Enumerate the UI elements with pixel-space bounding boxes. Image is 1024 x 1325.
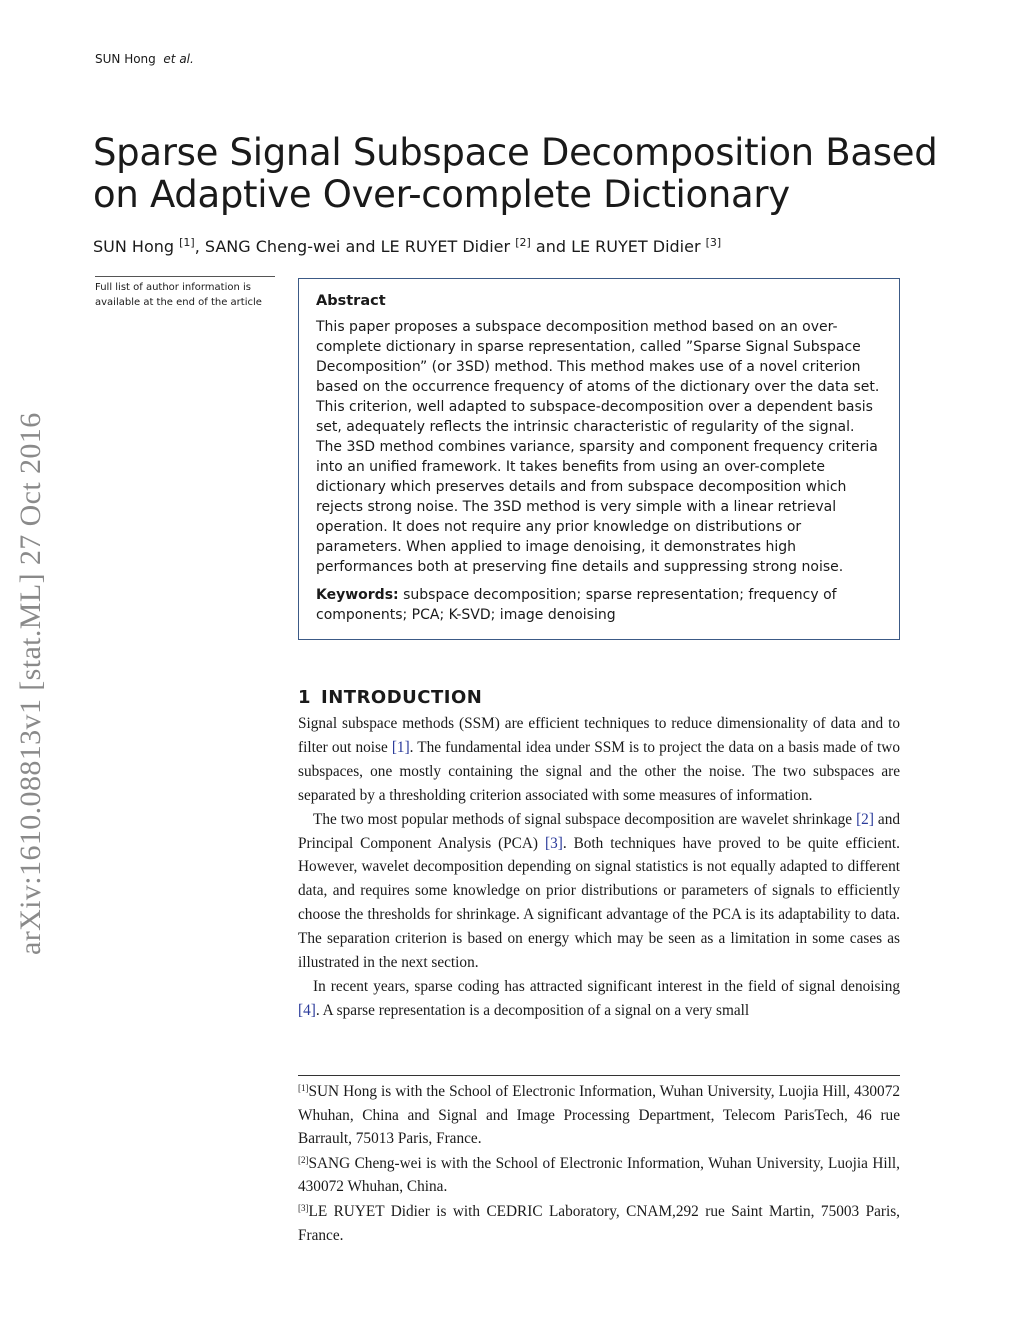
citation-link[interactable]: [4] xyxy=(298,1001,316,1019)
footnotes xyxy=(298,1077,900,1245)
author-3-mark: [3] xyxy=(705,236,722,249)
footnote-2 xyxy=(298,1149,900,1199)
author-3: and LE RUYET Didier xyxy=(530,237,701,256)
footnote-divider xyxy=(298,1075,900,1076)
abstract-box xyxy=(298,278,900,640)
author-2-mark: [2] xyxy=(515,236,531,249)
paragraph-2 xyxy=(298,808,900,975)
keywords-list: subspace decomposition; sparse representation; frequency of components; PCA; K-SVD; image denoising xyxy=(316,587,837,623)
citation-link[interactable]: [2] xyxy=(856,810,874,828)
section-title: INTRODUCTION xyxy=(321,687,483,708)
footnote-1 xyxy=(298,1077,900,1151)
author-line xyxy=(93,236,973,256)
running-head xyxy=(95,52,194,66)
section-number: 1 xyxy=(298,687,312,708)
running-head-authors: SUN Hong xyxy=(95,52,156,66)
paragraph-text: . A sparse representation is a decomposition of a signal on a very small xyxy=(315,1001,750,1019)
citation-link[interactable]: [3] xyxy=(544,834,563,852)
paragraph-text: In recent years, sparse coding has attracted significant interest in the field of signal denoising xyxy=(313,977,900,995)
paper-title: Sparse Signal Subspace Decomposition Based on Adaptive Over-complete Dictionary xyxy=(93,131,938,216)
author-1-mark: [1] xyxy=(179,236,195,249)
footnote-text: LE RUYET Didier is with CEDRIC Laboratory, CNAM,292 rue Saint Martin, 75003 Paris, France. xyxy=(298,1202,900,1244)
footnote-mark: [1] xyxy=(298,1083,309,1093)
paragraph-text: The two most popular methods of signal subspace decomposition are wavelet shrinkage xyxy=(313,810,857,828)
author-info-note: Full list of author information is available at the end of the article xyxy=(95,276,275,310)
arxiv-identifier[interactable]: arXiv:1610.08813v1 [stat.ML] 27 Oct 2016 xyxy=(14,412,47,955)
footnote-3 xyxy=(298,1197,900,1247)
paragraph-text: . The fundamental idea under SSM is to project the data on a basis made of two subspaces, one mostly containing the signal and the other the noise. The two subspaces are separated by a thresholding criterion associated with some measures of information. xyxy=(298,738,900,804)
keywords xyxy=(316,585,882,625)
footnote-text: SANG Cheng-wei is with the School of Electronic Information, Wuhan University, Luojia Hill, 430072 Whuhan, China. xyxy=(298,1154,900,1196)
keywords-label: Keywords: xyxy=(316,587,399,603)
section-heading-introduction xyxy=(298,687,482,708)
paragraph-text: . Both techniques have proved to be quite efficient. However, wavelet decomposition depending on signal statistics is not equally adapted to different data, and requires some knowledge on prior distributions or parameters of signals to efficiently choose the thresholds for shrinkage. A significant advantage of the PCA is its adaptability to data. The separation criterion is based on energy which may be seen as a limitation in some cases as illustrated in the next section. xyxy=(298,834,900,972)
paragraph-3 xyxy=(298,975,900,1023)
paragraph-text: and Principal Component Analysis (PCA) xyxy=(298,810,900,852)
body-text xyxy=(298,712,900,1023)
footnote-mark: [2] xyxy=(298,1154,309,1165)
abstract-heading: Abstract xyxy=(316,293,386,309)
author-1: SUN Hong xyxy=(93,237,175,256)
author-2: , SANG Cheng-wei and LE RUYET Didier xyxy=(194,237,511,256)
footnote-mark: [3] xyxy=(298,1202,309,1213)
citation-link[interactable]: [1] xyxy=(391,738,410,756)
paragraph-text: Signal subspace methods (SSM) are efficient techniques to reduce dimensionality of data and to filter out noise xyxy=(298,715,900,756)
paragraph-1 xyxy=(298,712,900,808)
running-head-etal: et al. xyxy=(163,52,194,66)
footnote-text: SUN Hong is with the School of Electronic Information, Wuhan University, Luojia Hill, 430072 Whuhan, China and Signal and Image Processing Department, Telecom ParisTech, 46 rue Barrault, 75013 Paris, France. xyxy=(298,1083,900,1148)
abstract-text: This paper proposes a subspace decomposition method based on an over-complete dictionary in sparse representation, called ”Sparse Signal Subspace Decomposition” (or 3SD) method. This method makes use of a novel criterion based on the occurrence frequency of atoms of the dictionary over the data set. This criterion, well adapted to subspace-decomposition over a dependent basis set, adequately reflects the intrinsic characteristic of regularity of the signal. The 3SD method combines variance, sparsity and component frequency criteria into an unified framework. It takes benefits from using an over-complete dictionary which preserves details and from subspace decomposition which rejects strong noise. The 3SD method is very simple with a linear retrieval operation. It does not require any prior knowledge on distributions or parameters. When applied to image denoising, it demonstrates high performances both at preserving fine details and suppressing strong noise. xyxy=(316,319,880,575)
